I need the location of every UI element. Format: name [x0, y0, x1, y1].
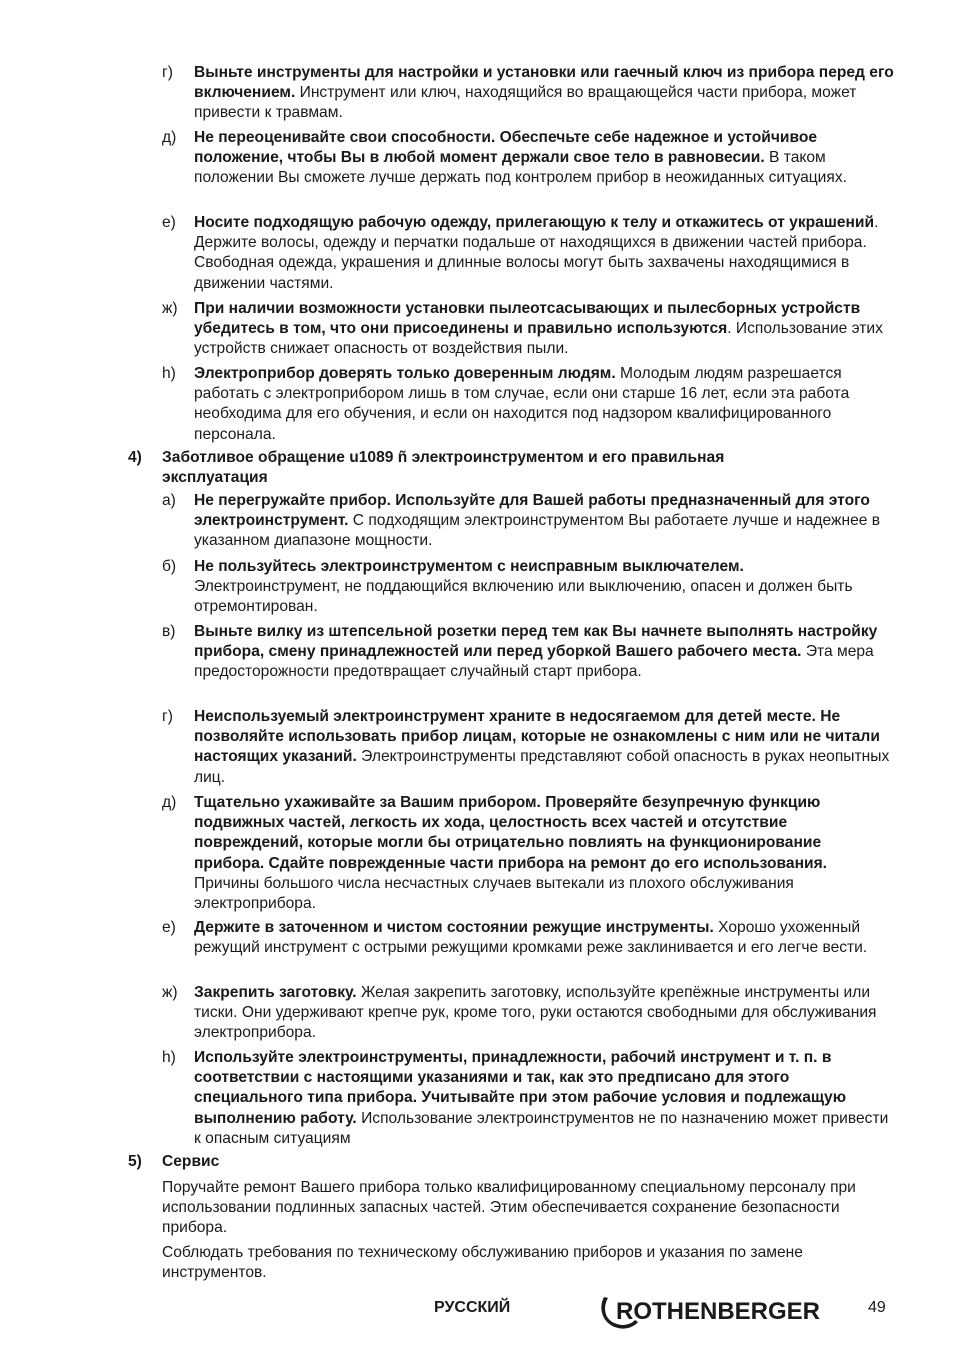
list-marker: h) — [162, 1049, 176, 1066]
normal-text: Хорошо ухоженный режущий инструмент с острыми режущими кромками реже заклинивается и его легче вести. — [194, 919, 868, 957]
list-item-text — [194, 557, 894, 618]
normal-text: . Держите волосы, одежду и перчатки подальше от находящихся в движении частей прибора. Свободная одежда, украшения и длинные волосы могут быть захвачены находящимися в движении частями. — [194, 214, 879, 292]
section-number: 5) — [128, 1153, 142, 1170]
list-marker: a) — [162, 492, 176, 509]
list-marker: г) — [162, 708, 173, 725]
rothenberger-logo — [596, 1294, 836, 1332]
page-number: 49 — [868, 1299, 886, 1316]
normal-text: Эта мера предосторожности предотвращает случайный старт прибора. — [194, 643, 874, 681]
paragraph: Соблюдать требования по техническому обслуживанию приборов и указания по замене инструментов. — [162, 1244, 803, 1282]
brand-text: ROTHENBERGER — [616, 1298, 821, 1325]
bold-text: Не перегружайте прибор. Используйте для Вашей работы предназначенный для этого электроинструмент. — [194, 492, 870, 530]
normal-text: Инструмент или ключ, находящийся во вращающейся части прибора, может привести к травмам. — [194, 84, 857, 122]
bold-text: Неиспользуемый электроинструмент храните в недосягаемом для детей месте. Не позволяйте использовать прибор лицам, которые не ознакомлены с ним или не читали настоящих указаний. — [194, 708, 880, 766]
list-item-text — [194, 918, 894, 958]
normal-text: Желая закрепить заготовку, используйте крепёжные инструменты или тиски. Они удерживают крепче рук, кроме того, руки остаются свободными для обслуживания электроприбора. — [194, 984, 877, 1042]
bold-text: Электроприбор доверять только доверенным людям. — [194, 365, 616, 382]
bold-text: При наличии возможности установки пылеотсасывающих и пылесборных устройств убедитесь в том, что они присоединены и правильно используются — [194, 300, 861, 338]
bold-text: Выньте инструменты для настройки и установки или гаечный ключ из прибора перед его включением. — [194, 64, 894, 102]
normal-text: Причины большого числа несчастных случаев вытекали из плохого обслуживания электроприбора. — [194, 874, 794, 913]
list-item-text — [194, 793, 894, 914]
normal-text: Электроинструменты представляют собой опасность в руках неопытных лиц. — [194, 748, 890, 786]
list-marker: е) — [162, 214, 176, 231]
bold-text: Закрепить заготовку. — [194, 984, 357, 1001]
bold-text: Держите в заточенном и чистом состоянии режущие инструменты. — [194, 919, 714, 936]
bold-text: Тщательно ухаживайте за Вашим прибором. Проверяйте безупречную функцию подвижных частей, легкость их хода, целостность всех частей и отсутствие повреждений, которые могли бы отрицательно повлиять на функционирование прибора. Сдайте поврежденные части прибора на ремонт до его использования. — [194, 794, 828, 872]
list-item-text — [194, 128, 894, 189]
normal-text: Использование электроинструментов не по назначению может привести к опасным ситуациям — [194, 1109, 889, 1147]
section-title: Сервис — [162, 1153, 220, 1170]
footer-language: РУССКИЙ — [434, 1299, 511, 1316]
bold-text: Не переоценивайте свои способности. Обеспечьте себе надежное и устойчивое положение, чтобы Вы в любой момент держали свое тело в равновесии. — [194, 129, 818, 167]
list-marker: д) — [162, 129, 177, 146]
list-marker: ж) — [162, 300, 178, 317]
list-item-text — [194, 622, 894, 683]
list-marker: д) — [162, 794, 177, 811]
normal-text: С подходящим электроинструментом Вы работаете лучше и надежнее в указанном диапазоне мощности. — [194, 512, 881, 550]
list-item-text — [194, 364, 894, 445]
list-marker: h) — [162, 365, 176, 382]
bold-text: Выньте вилку из штепсельной розетки перед тем как Вы начнете выполнять настройку прибора, смену принадлежностей или перед уборкой Вашего рабочего места. — [194, 623, 878, 661]
paragraph: Поручайте ремонт Вашего прибора только квалифицированному специальному персоналу при использовании подлинных запасных частей. Этим обеспечивается сохранение безопасности прибора. — [162, 1179, 856, 1237]
list-marker: е) — [162, 919, 176, 936]
list-item-text — [194, 491, 894, 552]
list-marker: ж) — [162, 984, 178, 1001]
list-item-text — [194, 1048, 894, 1149]
section-number: 4) — [128, 449, 142, 466]
normal-text: . Использование этих устройств снижает опасность от воздействия пыли. — [194, 320, 883, 358]
list-item-text — [194, 63, 894, 124]
list-marker: г) — [162, 64, 173, 81]
list-item-text — [194, 983, 894, 1044]
normal-text: В таком положении Вы сможете лучше держать под контролем прибор в неожиданных ситуациях. — [194, 149, 847, 187]
bold-text: Используйте электроинструменты, принадлежности, рабочий инструмент и т. п. в соответствии с настоящими указаниями и так, как это предписано для этого специального типа прибора. Учитывайте при этом рабочие условия и подлежащую выполнению работу. — [194, 1049, 847, 1127]
list-item-text — [194, 707, 894, 788]
list-item-text — [194, 299, 894, 360]
section-title: Заботливое обращение u1089 ñ электроинструментом и его правильная эксплуатация — [162, 449, 725, 487]
bold-text: Не пользуйтесь электроинструментом с неисправным выключателем. — [194, 558, 744, 575]
list-marker: в) — [162, 623, 176, 640]
list-marker: б) — [162, 558, 177, 575]
list-item-text — [194, 213, 894, 294]
normal-text: Электроинструмент, не поддающийся включению или выключению, опасен и должен быть отремонтирован. — [194, 578, 853, 616]
normal-text: Молодым людям разрешается работать с электроприбором лишь в том случае, если они старше 16 лет, если эта работа необходима для его обучения, и если он находится под надзором квалифицированного персонала. — [194, 365, 850, 443]
bold-text: Носите подходящую рабочую одежду, прилегающую к телу и откажитесь от украшений — [194, 214, 875, 231]
